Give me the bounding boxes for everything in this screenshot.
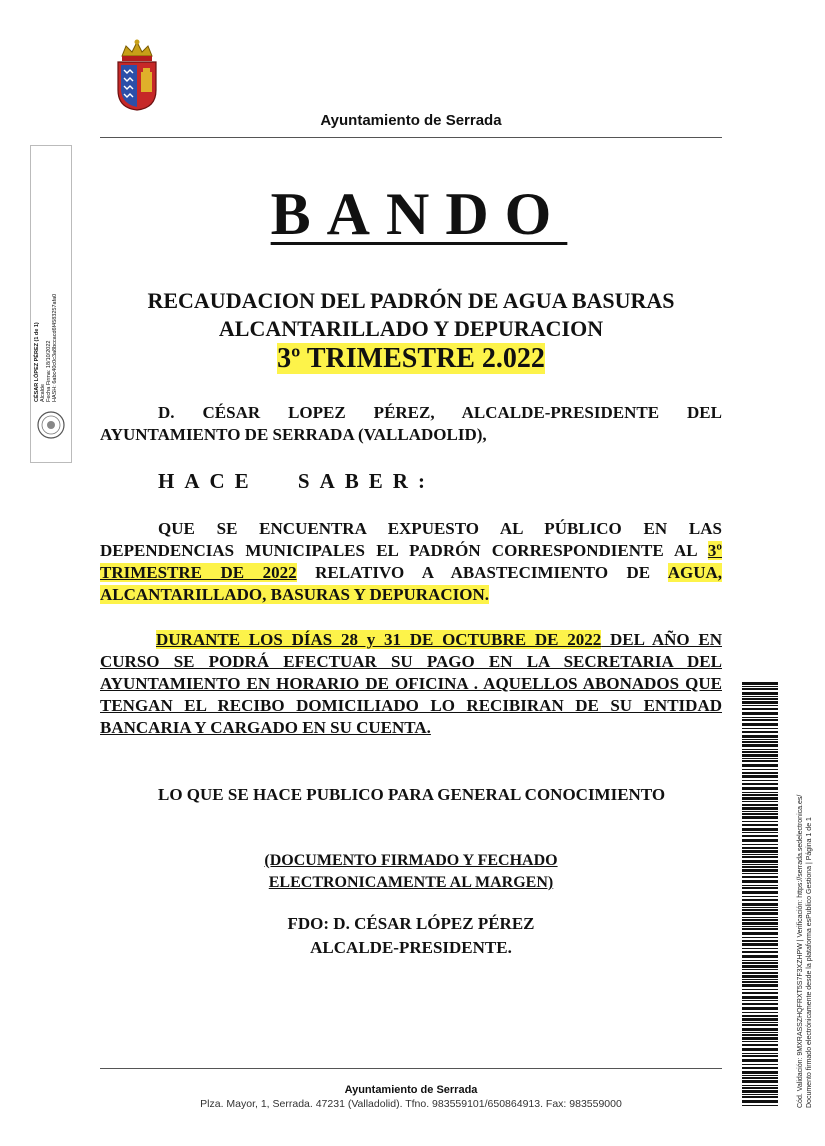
signature-date: Fecha Firma: 18/10/2022 — [46, 340, 52, 402]
trimester-highlight: 3º TRIMESTRE DE 2022 — [100, 541, 722, 582]
services-highlight: AGUA, ALCANTARILLADO, BASURAS Y DEPURACION. — [100, 563, 722, 604]
signer-name: CÉSAR LÓPEZ PÉREZ (1 de 1) — [34, 322, 40, 402]
payment-dates-highlight: DURANTE LOS DÍAS 28 y 31 DE OCTUBRE DE 2022 — [156, 630, 602, 649]
electronic-signature-note: (DOCUMENTO FIRMADO Y FECHADO ELECTRONICAMENTE AL MARGEN) — [264, 852, 558, 891]
payment-paragraph: DURANTE LOS DÍAS 28 y 31 DE OCTUBRE DE 2022 DEL AÑO EN CURSO SE PODRÁ EFECTUAR SU PAGO EN LA SECRETARIA DEL AYUNTAMIENTO EN HORARIO DE OFICINA . AQUELLOS ABONADOS QUE TENGAN EL RECIBO DOMICILIADO LO RECIBIRAN DE SU ENTIDAD BANCARIA Y CARGADO EN SU CUENTA. — [100, 630, 722, 737]
signature-hash: HASH: 6abc40c0c3a8bccacd6f4583257afa0 — [52, 293, 58, 402]
document-subtitle — [100, 287, 722, 343]
subtitle-line-1: RECAUDACION DEL PADRÓN DE AGUA BASURAS — [147, 288, 675, 313]
header-divider — [100, 137, 722, 138]
signatory-name: FDO: D. CÉSAR LÓPEZ PÉREZ — [287, 914, 535, 933]
municipal-crest-logo — [112, 38, 162, 112]
trimester-heading: 3º TRIMESTRE 2.022 — [277, 343, 545, 374]
exposure-paragraph: QUE SE ENCUENTRA EXPUESTO AL PÚBLICO EN LAS DEPENDENCIAS MUNICIPALES EL PADRÓN CORRESPONDIENTE AL 3º TRIMESTRE DE 2022 RELATIVO A ABASTECIMIENTO DE AGUA, ALCANTARILLADO, BASURAS Y DEPURACION. — [100, 519, 722, 604]
validation-barcode — [742, 682, 778, 1108]
seal-icon — [36, 410, 66, 440]
document-title: BANDO — [270, 181, 568, 247]
header-organization: Ayuntamiento de Serrada — [320, 112, 502, 129]
footer-address: Plza. Mayor, 1, Serrada. 47231 (Valladolid). Tfno. 983559101/650864913. Fax: 983559000 — [200, 1098, 622, 1110]
signer-role: Alcalde — [40, 383, 46, 402]
electronic-signature-panel — [30, 145, 72, 463]
signature-block — [100, 912, 722, 960]
hace-saber-heading: HACE SABER: — [158, 469, 435, 493]
signatory-role: ALCALDE-PRESIDENTE. — [310, 938, 512, 957]
subtitle-line-2: ALCANTARILLADO Y DEPURACION — [218, 316, 604, 341]
author-paragraph: D. CÉSAR LOPEZ PÉREZ, ALCALDE-PRESIDENTE DEL AYUNTAMIENTO DE SERRADA (VALLADOLID), — [100, 403, 722, 444]
footer-organization: Ayuntamiento de Serrada — [344, 1084, 478, 1096]
validation-text — [796, 708, 814, 1108]
publication-paragraph: LO QUE SE HACE PUBLICO PARA GENERAL CONOCIMIENTO — [158, 785, 666, 804]
validation-platform: Documento firmado electrónicamente desde la plataforma esPublico Gestiona | Página 1 de 1 — [806, 817, 813, 1108]
footer-divider — [100, 1068, 722, 1069]
validation-code: Cód. Validación: 9MXRASSZHQFRXT5S7F3XZHPW | Verificación: https://serrada.sedelectronica.es/ — [797, 794, 804, 1108]
